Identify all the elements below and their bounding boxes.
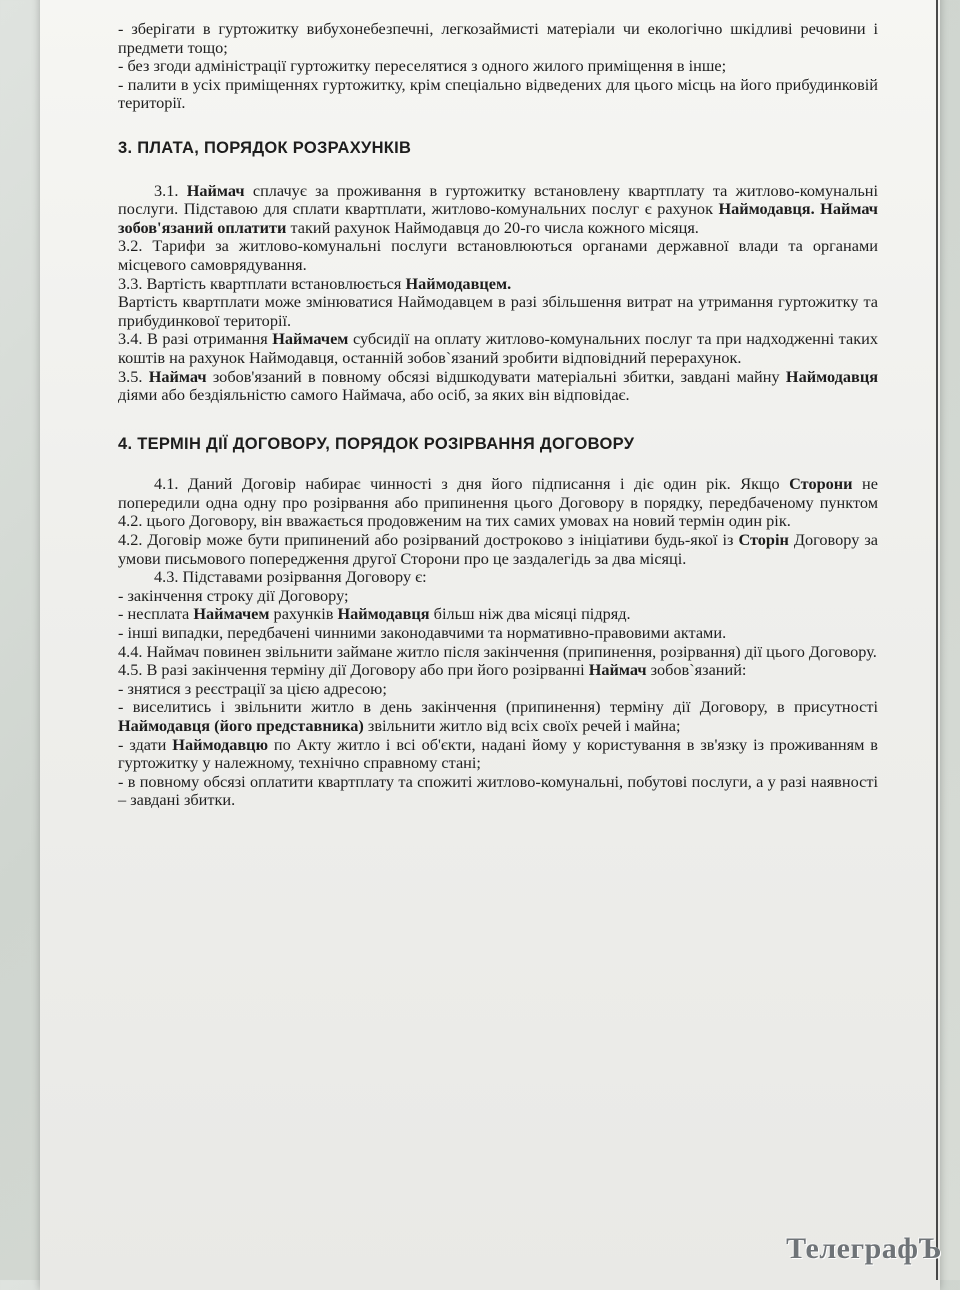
clause-3-1: 3.1. Наймач сплачує за проживання в гуртожитку встановлену квартплату та житлово-комунальні послуги. Підставою для сплати квартплати, житлово-комунальних послуг є рахунок Наймодавця. Наймач зобов'язаний оплатити такий рахунок Наймодавця до 20-го числа кожного місяця. — [118, 180, 878, 237]
clause-4-2: 4.2. Договір може бути припинений або розірваний достроково з ініціативи будь-якої із Сторін Договору за умови письмового попередження другої Сторони про це заздалегідь за два місяці. — [118, 530, 878, 568]
document-body — [118, 20, 878, 810]
clause-4-1: 4.1. Даний Договір набирає чинності з дня його підписання і діє один рік. Якщо Сторони не попередили одна одну про розірвання або припинення цього Договору в порядку, передбаченому пунктом 4.2. цього Договору, він вважається продовженим на тих самих умовах на новий термін один рік. — [118, 474, 878, 531]
clause-4-5-item-3: - здати Наймодавцю по Акту житло і всі об'єкти, надані йому у користування в зв'язку із проживанням в гуртожитку у належному, технічно справному стані; — [118, 734, 878, 773]
intro-item-1: - зберігати в гуртожитку вибухонебезпечні, легкозаймисті матеріали чи екологічно шкідливі речовини і предмети тощо; — [118, 19, 878, 57]
clause-4-5-item-2: - виселитись і звільнити житло в день закінчення (припинення) терміну дії Договору, в присутності Наймодавця (його представника) звільнити житло від всіх своїх речей і майна; — [118, 697, 878, 735]
clause-3-3-cont: Вартість квартплати може змінюватися Наймодавцем в разі збільшення витрат на утримання гуртожитку та прибудинкової території. — [118, 292, 878, 330]
watermark-logo: ТелеграфЪ — [786, 1232, 942, 1265]
clause-4-3: 4.3. Підставами розірвання Договору є: — [154, 567, 427, 587]
paper-edge — [936, 0, 938, 1280]
clause-4-4: 4.4. Наймач повинен звільнити займане житло після закінчення (припинення, розірвання) дії цього Договору. — [118, 641, 877, 661]
clause-4-5: 4.5. В разі закінчення терміну дії Договору або при його розірванні Наймач зобов`язаний: — [118, 660, 747, 680]
intro-item-2: - без згоди адміністрації гуртожитку переселятися з одного жилого приміщення в інше; — [118, 56, 727, 76]
clause-4-5-item-1: - знятися з реєстрації за цією адресою; — [118, 678, 387, 698]
intro-item-3: - палити в усіх приміщеннях гуртожитку, крім спеціально відведених для цього місць на його прибудинковій території. — [118, 74, 878, 113]
clause-3-5: 3.5. Наймач зобов'язаний в повному обсязі відшкодувати матеріальні збитки, завдані майну Наймодавця діями або бездіяльністю самого Наймача, або осіб, за яких він відповідає. — [118, 366, 879, 405]
clause-3-4: 3.4. В разі отримання Наймачем субсидії на оплату житлово-комунальних послуг та при надходженні таких коштів на рахунок Наймодавця, останній зобов`язаний зробити відповідний перерахунок. — [118, 329, 878, 367]
section-3-heading: 3. ПЛАТА, ПОРЯДОК РОЗРАХУНКІВ — [118, 138, 412, 157]
clause-4-5-item-4: - в повному обсязі оплатити квартплату та спожиті житлово-комунальні, побутові послуги, а у разі наявності – завдані збитки. — [118, 771, 878, 810]
clause-3-2: 3.2. Тарифи за житлово-комунальні послуги встановлюються органами державної влади та органами місцевого самоврядування. — [118, 236, 878, 274]
clause-3-3: 3.3. Вартість квартплати встановлюється Наймодавцем. — [118, 273, 512, 293]
clause-4-3-item-2: - несплата Наймачем рахунків Наймодавця більш ніж два місяці підряд. — [118, 604, 631, 624]
clause-4-3-item-3: - інші випадки, передбачені чинними законодавчими та нормативно-правовими актами. — [118, 623, 727, 643]
clause-4-3-item-1: - закінчення строку дії Договору; — [118, 585, 349, 605]
section-4-heading: 4. ТЕРМІН ДІЇ ДОГОВОРУ, ПОРЯДОК РОЗІРВАННЯ ДОГОВОРУ — [118, 434, 635, 453]
